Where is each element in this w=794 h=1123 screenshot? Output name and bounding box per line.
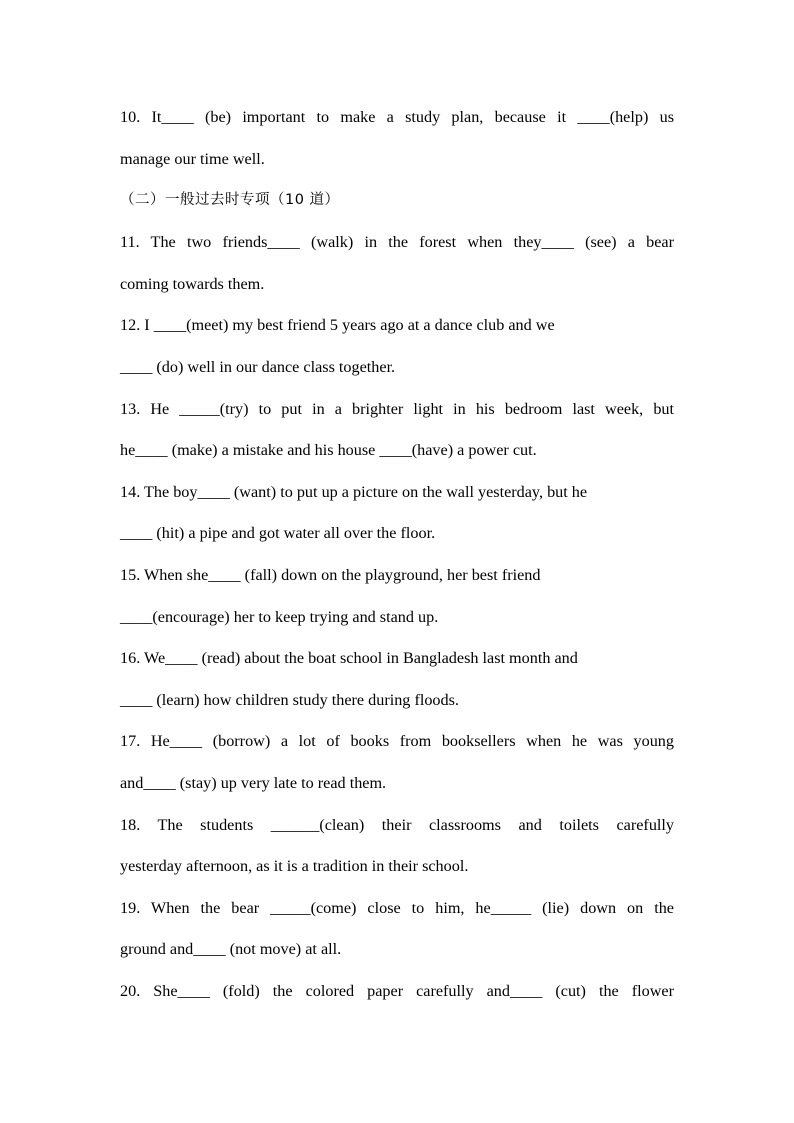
question-20-line-1: 20. She____ (fold) the colored paper carefully and____ (cut) the flower	[120, 982, 674, 1000]
question-11-line-2: coming towards them.	[120, 275, 265, 293]
question-10-line-2: manage our time well.	[120, 150, 265, 168]
question-18-line-2: yesterday afternoon, as it is a tradition in their school.	[120, 857, 469, 875]
question-19-line-2: ground and____ (not move) at all.	[120, 940, 342, 958]
question-10-line-1: 10. It____ (be) important to make a study plan, because it ____(help) us	[120, 108, 674, 126]
question-19-line-1: 19. When the bear _____(come) close to him, he_____ (lie) down on the	[120, 899, 674, 917]
question-11-line-1: 11. The two friends____ (walk) in the forest when they____ (see) a bear	[120, 233, 674, 251]
question-14-line-1: 14. The boy____ (want) to put up a picture on the wall yesterday, but he	[120, 483, 588, 501]
question-18-line-1: 18. The students ______(clean) their classrooms and toilets carefully	[120, 816, 674, 834]
question-13-line-1: 13. He _____(try) to put in a brighter light in his bedroom last week, but	[120, 400, 674, 418]
question-15-line-1: 15. When she____ (fall) down on the playground, her best friend	[120, 566, 541, 584]
section-heading-past-tense: （二）一般过去时专项（10 道）	[120, 192, 340, 208]
question-14-line-2: ____ (hit) a pipe and got water all over the floor.	[120, 524, 436, 542]
question-12-line-2: ____ (do) well in our dance class together.	[120, 358, 396, 376]
question-17-line-2: and____ (stay) up very late to read them.	[120, 774, 387, 792]
question-16-line-2: ____ (learn) how children study there during floods.	[120, 691, 459, 709]
question-15-line-2: ____(encourage) her to keep trying and stand up.	[120, 608, 439, 626]
question-12-line-1: 12. I ____(meet) my best friend 5 years ago at a dance club and we	[120, 316, 555, 334]
question-13-line-2: he____ (make) a mistake and his house ____(have) a power cut.	[120, 441, 537, 459]
question-16-line-1: 16. We____ (read) about the boat school in Bangladesh last month and	[120, 649, 578, 667]
question-17-line-1: 17. He____ (borrow) a lot of books from booksellers when he was young	[120, 732, 674, 750]
